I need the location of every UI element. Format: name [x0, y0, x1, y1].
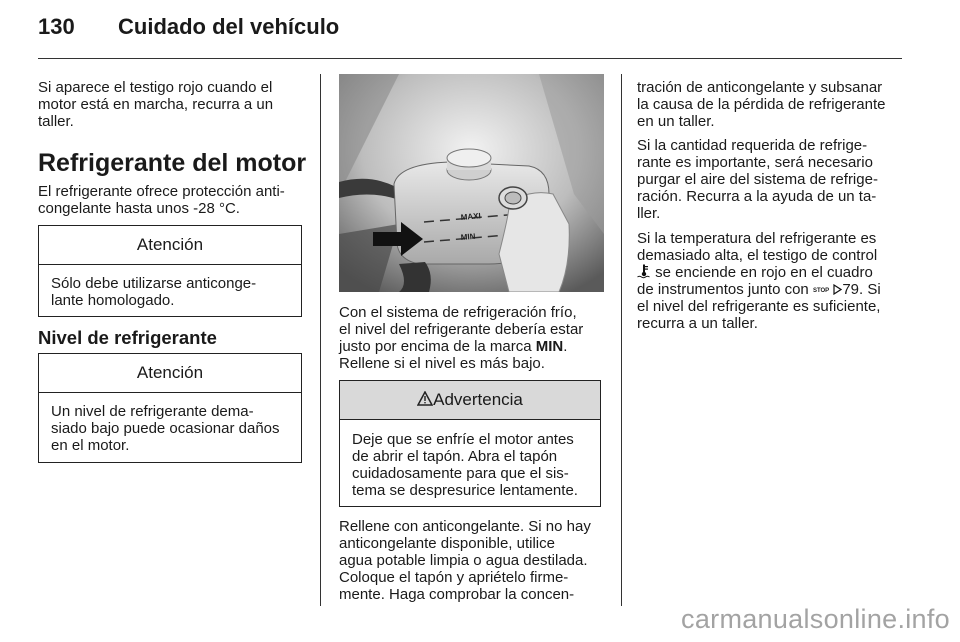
caution-text-1-line-2: lante homologado.: [51, 292, 175, 309]
col3-para1-line-1: tración de anticongelante y subsanar: [637, 79, 883, 96]
caution-text-2-line-1: Un nivel de refrigerante dema-: [51, 403, 254, 420]
page-number: 130: [38, 14, 75, 39]
section-text-line-1: El refrigerante ofrece protección anti-: [38, 183, 285, 200]
col2-para1-line-3-end: .: [563, 338, 568, 355]
col3-para2-line-1: Si la cantidad requerida de refrige-: [637, 137, 868, 154]
col2-para2-line-2: anticongelante disponible, utilice: [339, 535, 555, 552]
header-rule: [38, 58, 902, 59]
caution-title-2: Atención: [39, 354, 301, 393]
col3-para3-line-6: recurra a un taller.: [637, 315, 758, 332]
coolant-reservoir-photo: [339, 74, 604, 292]
warning-text-line-4: tema se despresurice lentamente.: [352, 482, 578, 499]
col3-para3-line-3: [637, 264, 873, 281]
col2-para1-line-2: el nivel del refrigerante debería estar: [339, 321, 584, 338]
col3-para3-line-5: el nivel del refrigerante es suficiente,: [637, 298, 881, 315]
warning-header: [340, 381, 600, 420]
stop-symbol: STOP: [812, 288, 830, 294]
caution-text-2-line-3: en el motor.: [51, 437, 130, 454]
intro-line-1: Si aparece el testigo rojo cuando el: [38, 79, 273, 96]
page-reference-arrow-icon: [833, 284, 842, 295]
min-mark-bold: MIN: [535, 338, 564, 355]
col2-para2-line-5: mente. Haga comprobar la concen-: [339, 586, 575, 603]
col2-para2-line-4: Coloque el tapón y apriételo firme-: [339, 569, 569, 586]
col3-para3-line-1: Si la temperatura del refrigerante es: [637, 230, 877, 247]
coolant-temperature-icon: [637, 264, 651, 279]
col2-para1-line-3-text: justo por encima de la marca: [339, 338, 536, 355]
col3-para3-line-2: demasiado alta, el testigo de control: [637, 247, 878, 264]
col3-para3-line-3-text: se enciende en rojo en el cuadro: [651, 264, 873, 281]
warning-text-line-3: cuidadosamente para que el sis-: [352, 465, 569, 482]
col3-para2-line-3: purgar el aire del sistema de refrige-: [637, 171, 878, 188]
caution-title-1: Atención: [39, 226, 301, 265]
col3-para2-line-5: ller.: [637, 205, 661, 222]
column-divider-1: [320, 74, 321, 606]
col3-para1-line-3: en un taller.: [637, 113, 715, 130]
page-reference-number[interactable]: 79: [842, 281, 860, 298]
col3-para2-line-4: ración. Recurra a la ayuda de un ta-: [637, 188, 877, 205]
section-text-line-2: congelante hasta unos -28 °C.: [38, 200, 240, 217]
warning-text-line-1: Deje que se enfríe el motor antes: [352, 431, 574, 448]
section-heading: Refrigerante del motor: [38, 149, 307, 177]
caution-box-1: [38, 225, 302, 317]
caution-box-2: [38, 353, 302, 463]
subsection-heading: Nivel de refrigerante: [38, 327, 217, 348]
warning-text-line-2: de abrir el tapón. Abra el tapón: [352, 448, 558, 465]
col3-para2-line-2: rante es importante, será necesario: [637, 154, 873, 171]
col2-para2-line-1: Rellene con anticongelante. Si no hay: [339, 518, 591, 535]
page-header-title: Cuidado del vehículo: [118, 14, 340, 39]
warning-title: Advertencia: [433, 390, 523, 409]
caution-text-2-line-2: siado bajo puede ocasionar daños: [51, 420, 280, 437]
col2-para2-line-3: agua potable limpia o agua destilada.: [339, 552, 588, 569]
intro-line-2: motor está en marcha, recurra a un: [38, 96, 274, 113]
col3-para1-line-2: la causa de la pérdida de refrigerante: [637, 96, 886, 113]
watermark: carmanualsonline.info: [681, 604, 950, 634]
col3-para3-line-4-text: de instrumentos junto con: [637, 281, 813, 298]
warning-box: [339, 380, 601, 507]
intro-line-3: taller.: [38, 113, 74, 130]
column-divider-2: [621, 74, 622, 606]
warning-triangle-icon: [417, 391, 433, 406]
col2-para1-line-1: Con el sistema de refrigeración frío,: [339, 304, 577, 321]
col2-para1-line-3: [339, 338, 567, 355]
col3-para3-line-4-end: . Si: [859, 281, 881, 298]
maxi-mark-label: MAXI: [460, 211, 482, 222]
caution-text-1-line-1: Sólo debe utilizarse anticonge-: [51, 275, 257, 292]
col2-para1-line-4: Rellene si el nivel es más bajo.: [339, 355, 545, 372]
min-mark-label: MIN: [460, 231, 476, 242]
